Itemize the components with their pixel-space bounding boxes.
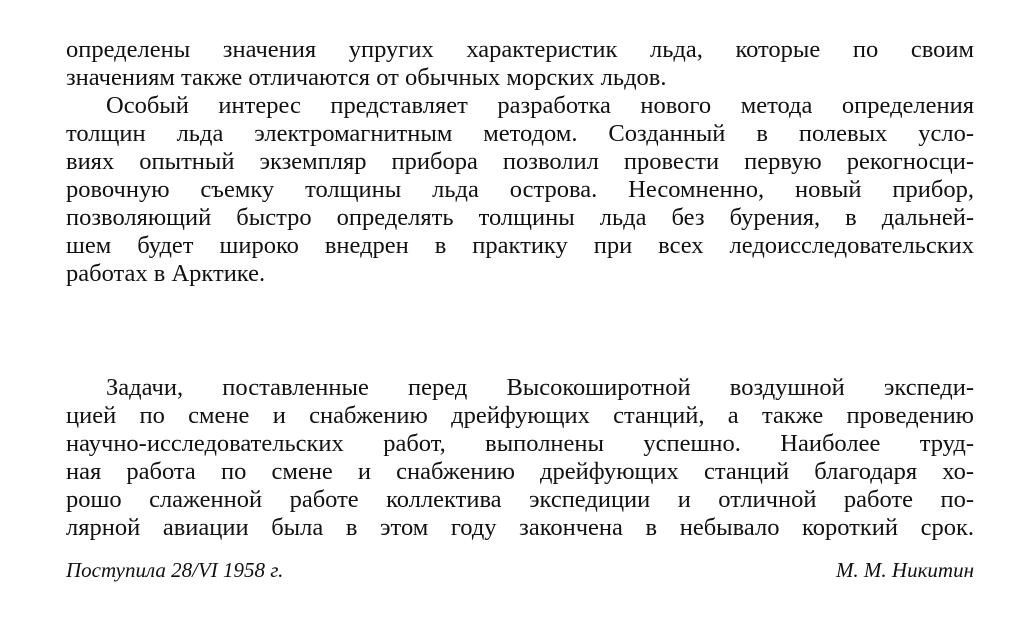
text-line: рошо слаженной работе коллектива экспедиции и отличной работе по- xyxy=(66,486,974,513)
paragraph-1 xyxy=(66,36,974,92)
text-line: определены значения упругих характеристик льда, которые по своим xyxy=(66,36,974,63)
article-footer xyxy=(66,558,974,583)
text-line: Особый интерес представляет разработка нового метода определения xyxy=(106,92,974,119)
section-gap xyxy=(66,288,974,374)
author-name: М. М. Никитин xyxy=(835,558,974,582)
text-line: ровочную съемку толщины льда острова. Несомненно, новый прибор, xyxy=(66,176,974,203)
text-line: лярной авиации была в этом году закончена в небывало короткий срок. xyxy=(66,514,974,541)
text-line: виях опытный экземпляр прибора позволил провести первую рекогносци- xyxy=(66,148,974,175)
text-line: научно-исследовательских работ, выполнены успешно. Наиболее труд- xyxy=(66,430,974,457)
paragraph-3 xyxy=(66,374,974,542)
text-line: значениям также отличаются от обычных морских льдов. xyxy=(66,64,667,91)
text-line: толщин льда электромагнитным методом. Созданный в полевых усло- xyxy=(66,120,974,147)
article-text xyxy=(66,36,974,542)
text-line: цией по смене и снабжению дрейфующих станций, а также проведению xyxy=(66,402,974,429)
text-line: позволяющий быстро определять толщины льда без бурения, в дальней- xyxy=(66,204,974,231)
text-line: Задачи, поставленные перед Высокоширотной воздушной экспеди- xyxy=(106,374,974,401)
paragraph-2 xyxy=(66,92,974,288)
text-line: работах в Арктике. xyxy=(66,260,266,287)
received-date: Поступила 28/VI 1958 г. xyxy=(66,558,284,582)
text-line: ная работа по смене и снабжению дрейфующих станций благодаря хо- xyxy=(66,458,974,485)
text-line: шем будет широко внедрен в практику при всех ледоисследовательских xyxy=(66,232,974,259)
